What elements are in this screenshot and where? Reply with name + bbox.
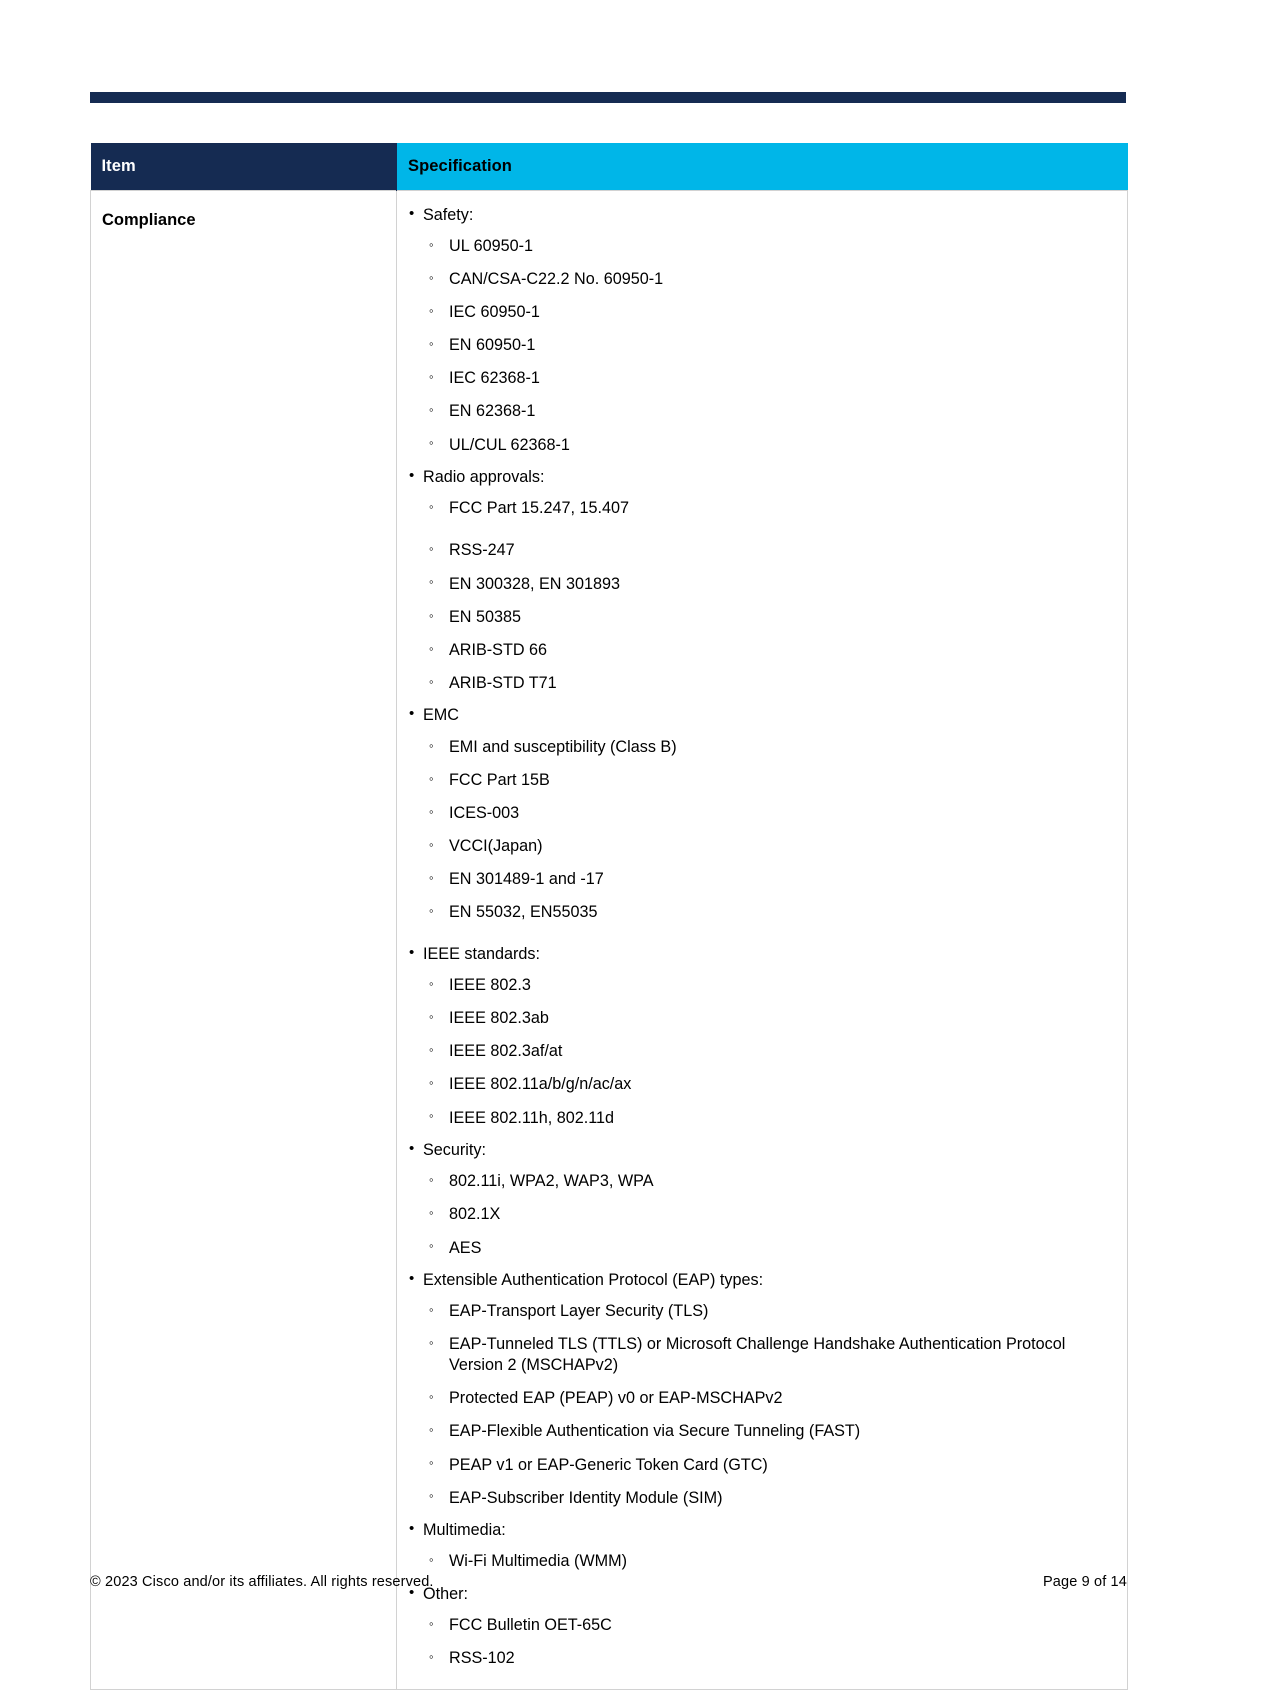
compliance-group-title: • Extensible Authentication Protocol (EAP) types:: [405, 1264, 1113, 1295]
compliance-group-title: • Safety:: [405, 199, 1113, 230]
compliance-item: ◦ EN 55032, EN55035: [405, 896, 1113, 929]
compliance-item: ◦ RSS-247: [405, 534, 1113, 567]
compliance-item: ◦ ICES-003: [405, 797, 1113, 830]
compliance-item: ◦ FCC Part 15B: [405, 764, 1113, 797]
compliance-item: ◦ 802.11i, WPA2, WAP3, WPA: [405, 1165, 1113, 1198]
compliance-item: ◦ IEC 60950-1: [405, 296, 1113, 329]
column-header-specification: Specification: [397, 143, 1128, 191]
specification-table: [90, 143, 1128, 1690]
compliance-group: [405, 1515, 1113, 1579]
compliance-item: ◦ EN 300328, EN 301893: [405, 567, 1113, 600]
compliance-item: ◦ UL/CUL 62368-1: [405, 428, 1113, 461]
compliance-group: [405, 1134, 1113, 1264]
compliance-item: ◦ IEEE 802.11h, 802.11d: [405, 1101, 1113, 1134]
compliance-item: ◦ EAP-Tunneled TLS (TTLS) or Microsoft Challenge Handshake Authentication Protocol Version 2 (MSCHAPv2): [405, 1328, 1113, 1382]
header-rule: [90, 92, 1126, 103]
compliance-item: ◦ EAP-Flexible Authentication via Secure Tunneling (FAST): [405, 1415, 1113, 1448]
compliance-item: ◦ AES: [405, 1231, 1113, 1264]
compliance-item: ◦ EMI and susceptibility (Class B): [405, 731, 1113, 764]
compliance-group-list: [405, 199, 1113, 1675]
page-number: Page 9 of 14: [1042, 1574, 1127, 1590]
row-label-compliance: Compliance: [91, 191, 397, 1690]
compliance-item: ◦ IEEE 802.3: [405, 969, 1113, 1002]
page-footer: [90, 1574, 1127, 1590]
compliance-group: [405, 938, 1113, 1134]
compliance-item: ◦ ARIB-STD T71: [405, 667, 1113, 700]
compliance-item: ◦ EN 301489-1 and -17: [405, 863, 1113, 896]
compliance-item: ◦ EAP-Subscriber Identity Module (SIM): [405, 1481, 1113, 1514]
compliance-item: ◦ Protected EAP (PEAP) v0 or EAP-MSCHAPv2: [405, 1382, 1113, 1415]
table-header-row: [91, 143, 1128, 191]
compliance-group: [405, 461, 1113, 699]
compliance-item-list: [405, 969, 1113, 1135]
compliance-item-list: [405, 1609, 1113, 1675]
compliance-group-title: • Radio approvals:: [405, 461, 1113, 492]
compliance-group-title: • Other:: [405, 1578, 1113, 1609]
compliance-item: ◦ FCC Bulletin OET-65C: [405, 1609, 1113, 1642]
compliance-item: ◦ CAN/CSA-C22.2 No. 60950-1: [405, 263, 1113, 296]
compliance-group: [405, 1264, 1113, 1514]
compliance-item: ◦ UL 60950-1: [405, 230, 1113, 263]
compliance-item: ◦ EN 60950-1: [405, 329, 1113, 362]
compliance-item: ◦ RSS-102: [405, 1642, 1113, 1675]
compliance-group-title: • EMC: [405, 700, 1113, 731]
row-value-compliance: [397, 191, 1128, 1690]
compliance-item: ◦ EN 62368-1: [405, 395, 1113, 428]
compliance-item-list: [405, 731, 1113, 930]
table-row: [91, 191, 1128, 1690]
compliance-item: ◦ FCC Part 15.247, 15.407: [405, 492, 1113, 525]
compliance-item: ◦ EN 50385: [405, 601, 1113, 634]
compliance-group: [405, 199, 1113, 461]
compliance-group-title: • Security:: [405, 1134, 1113, 1165]
compliance-item-list: [405, 492, 1113, 700]
compliance-item: ◦ IEEE 802.3ab: [405, 1002, 1113, 1035]
compliance-group-title: • IEEE standards:: [405, 938, 1113, 969]
compliance-item: ◦ ARIB-STD 66: [405, 634, 1113, 667]
compliance-item-list: [405, 1295, 1113, 1514]
compliance-item: ◦ IEC 62368-1: [405, 362, 1113, 395]
column-header-item: Item: [91, 143, 397, 191]
compliance-item-list: [405, 230, 1113, 462]
compliance-item: ◦ IEEE 802.11a/b/g/n/ac/ax: [405, 1068, 1113, 1101]
compliance-item: ◦ PEAP v1 or EAP-Generic Token Card (GTC): [405, 1448, 1113, 1481]
compliance-item: ◦ Wi-Fi Multimedia (WMM): [405, 1545, 1113, 1578]
compliance-item: ◦ IEEE 802.3af/at: [405, 1035, 1113, 1068]
compliance-group: [405, 700, 1113, 929]
compliance-group: [405, 1578, 1113, 1675]
copyright-text: © 2023 Cisco and/or its affiliates. All rights reserved.: [90, 1574, 434, 1590]
compliance-item: ◦ VCCI(Japan): [405, 830, 1113, 863]
compliance-item-list: [405, 1165, 1113, 1264]
compliance-item: ◦ 802.1X: [405, 1198, 1113, 1231]
compliance-item: ◦ EAP-Transport Layer Security (TLS): [405, 1295, 1113, 1328]
compliance-group-title: • Multimedia:: [405, 1515, 1113, 1546]
